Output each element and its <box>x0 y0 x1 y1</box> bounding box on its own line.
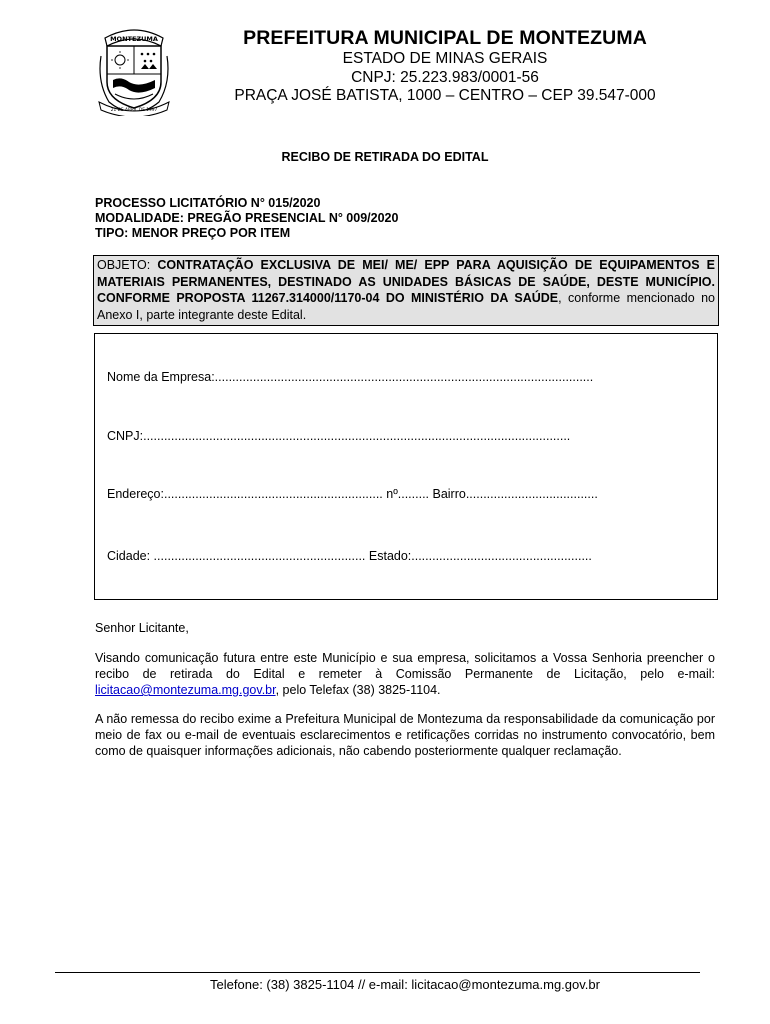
paragraph-disclaimer: A não remessa do recibo exime a Prefeitura Municipal de Montezuma da responsabilidade da comunicação por meio de fax ou e-mail de eventuais esclarecimentos e retificações corridas no instrumento convocatório, bem como de quaisquer informações adicionais, não cabendo posteriormente qualquer reclamação. <box>95 712 715 758</box>
company-name-field[interactable]: Nome da Empresa:............................................................................................................. <box>107 370 594 384</box>
objeto-box <box>93 255 719 326</box>
state-line: ESTADO DE MINAS GERAIS <box>342 50 548 67</box>
paragraph-contact-end: , pelo Telefax (38) 3825-1104. <box>275 683 441 697</box>
salutation: Senhor Licitante, <box>95 621 189 635</box>
municipality-title: PREFEITURA MUNICIPAL DE MONTEZUMA <box>243 27 647 49</box>
footer-contact: Telefone: (38) 3825-1104 // e-mail: licitacao@montezuma.mg.gov.br <box>210 977 600 992</box>
process-number: PROCESSO LICITATÓRIO N° 015/2020 <box>95 196 321 210</box>
process-type: TIPO: MENOR PREÇO POR ITEM <box>95 226 291 240</box>
address-field[interactable]: Endereço:............................................................... nº......... Bairro...................................... <box>107 487 598 501</box>
document-title: RECIBO DE RETIRADA DO EDITAL <box>281 150 489 164</box>
objeto-label: OBJETO: <box>97 258 151 272</box>
cnpj-field[interactable]: CNPJ:........................................................................................................................... <box>107 429 571 443</box>
cnpj-line: CNPJ: 25.223.983/0001-56 <box>351 69 539 86</box>
paragraph-contact <box>95 650 715 698</box>
paragraph-contact-start: Visando comunicação futura entre este Município e sua empresa, solicitamos a Vossa Senhoria preencher o recibo de retirada do Edital e remeter à Comissão Permanente de Licitação, pelo e-mail: <box>95 651 715 681</box>
crest-date: 21 DE ABRIL DE 1997 <box>110 108 158 113</box>
city-state-field[interactable]: Cidade: ............................................................. Estado:.................................................... <box>107 549 592 563</box>
address-line: PRAÇA JOSÉ BATISTA, 1000 – CENTRO – CEP 39.547-000 <box>234 87 656 104</box>
objeto-description: CONTRATAÇÃO EXCLUSIVA DE MEI/ ME/ EPP PARA AQUISIÇÃO DE EQUIPAMENTOS E MATERIAIS PERMANENTES, DESTINADO AS UNIDADES BÁSICAS DE SAÚDE, DESTE MUNICÍPIO. CONFORME PROPOSTA 11267.314000/1170-04 DO MINISTÉRIO DA SAÚDE <box>97 258 715 305</box>
crest-label: MONTEZUMA <box>110 35 158 43</box>
municipal-crest-logo <box>95 22 173 116</box>
email-link[interactable]: licitacao@montezuma.mg.gov.br <box>95 683 276 697</box>
footer-divider <box>55 972 700 973</box>
objeto-rest: , conforme mencionado no Anexo I, parte integrante deste Edital. <box>97 291 715 322</box>
process-modality: MODALIDADE: PREGÃO PRESENCIAL N° 009/2020 <box>95 211 399 225</box>
company-form-box <box>94 333 718 600</box>
